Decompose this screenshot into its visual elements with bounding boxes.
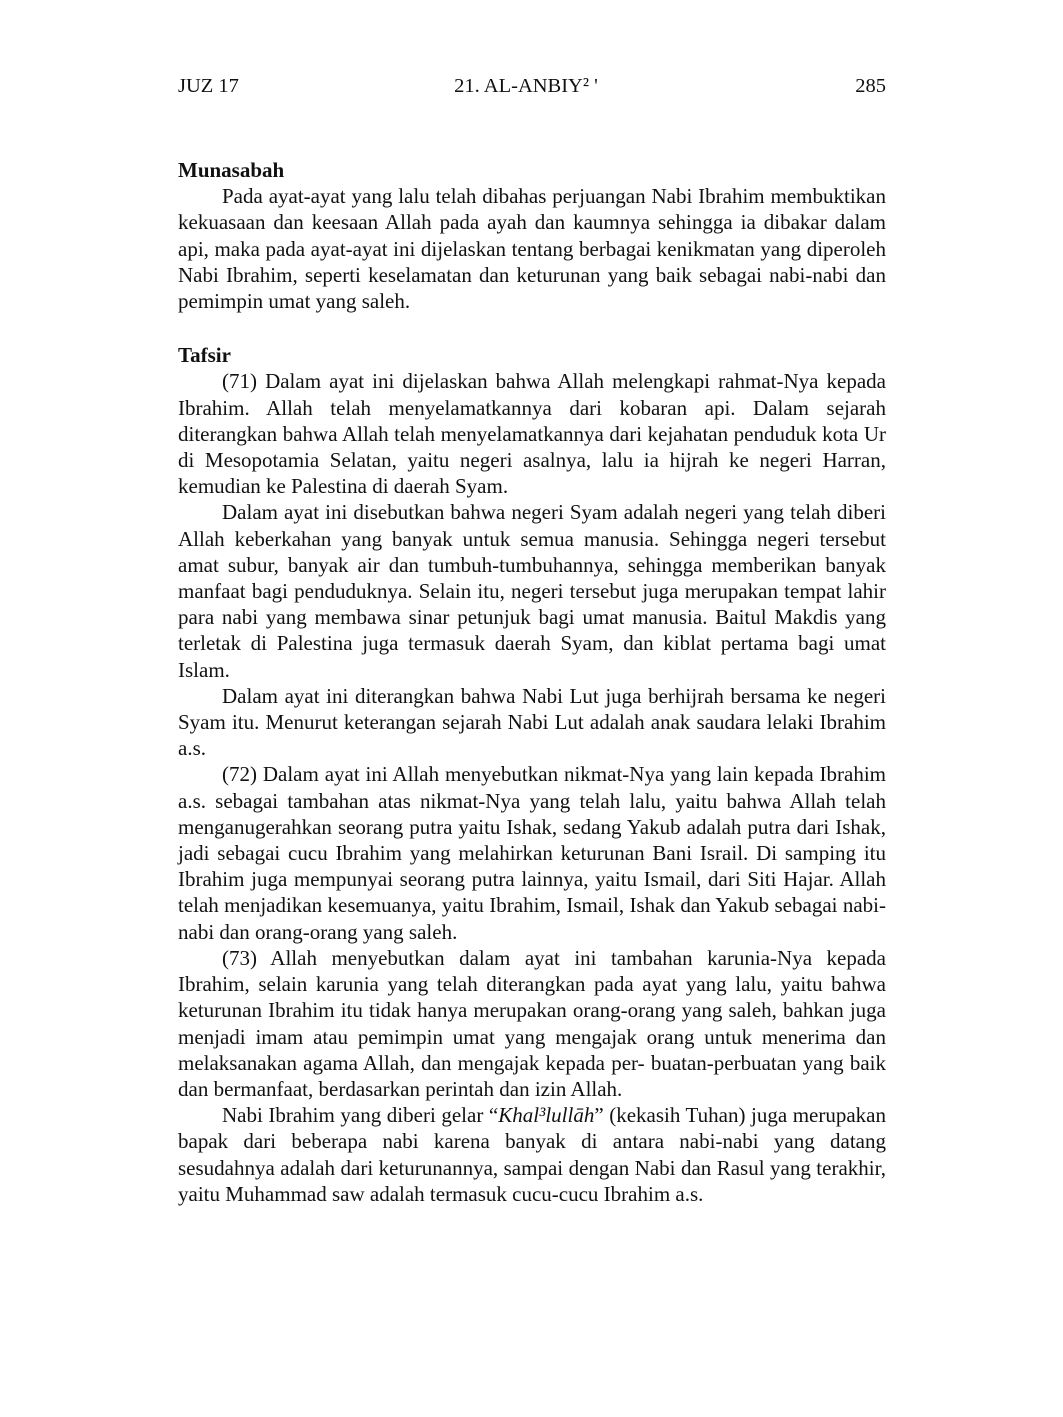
khalilullah-term: Khal³lullāh bbox=[498, 1103, 595, 1128]
tafsir-section bbox=[178, 342, 886, 1207]
running-header bbox=[178, 72, 886, 100]
tafsir-paragraph-73: (73) Allah menyebutkan dalam ayat ini tambahan karunia-Nya kepada Ibrahim, selain karunia yang telah diterangkan pada ayat yang lalu, yaitu bahwa keturunan Ibrahim itu tidak hanya merupakan orang-orang yang saleh, bahkan juga menjadi imam atau pemimpin umat yang mengajak orang untuk menerima dan melaksanakan agama Allah, dan mengajak kepada per- buatan-perbuatan yang baik dan bermanfaat, berdasarkan perintah dan izin Allah. bbox=[178, 945, 886, 1101]
page-number: 285 bbox=[855, 75, 886, 97]
tafsir-heading: Tafsir bbox=[178, 343, 231, 368]
munasabah-heading: Munasabah bbox=[178, 158, 285, 182]
tafsir-paragraph-72: (72) Dalam ayat ini Allah menyebutkan nikmat-Nya yang lain kepada Ibrahim a.s. sebagai tambahan atas nikmat-Nya yang telah lalu, yaitu bahwa Allah telah menganugerahkan seorang putra yaitu Ishak, sedang Yakub adalah putra dari Ishak, jadi sebagai cucu Ibrahim yang melahirkan keturunan Bani Israil. Di samping itu Ibrahim juga mempunyai seorang putra lainnya, yaitu Ismail, dari Siti Hajar. Allah telah menjadikan kesemuanya, yaitu Ibrahim, Ismail, Ishak dan Yakub sebagai nabi-nabi dan orang-orang yang saleh. bbox=[178, 762, 886, 944]
page-body bbox=[178, 72, 886, 1207]
munasabah-section bbox=[178, 157, 886, 314]
juz-label: JUZ 17 bbox=[178, 75, 239, 97]
tafsir-paragraph-syam: Dalam ayat ini disebutkan bahwa negeri Syam adalah negeri yang telah diberi Allah keberkahan yang banyak untuk semua manusia. Sehingga negeri tersebut amat subur, banyak air dan tumbuh-tumbuhannya, sehingga memberikan banyak manfaat bagi penduduknya. Selain itu, negeri tersebut juga merupakan tempat lahir para nabi yang membawa sinar petunjuk bagi umat manusia. Baitul Makdis yang terletak di Palestina juga termasuk daerah Syam, dan kiblat pertama bagi umat Islam. bbox=[178, 500, 886, 682]
tafsir-paragraph-khalilullah: Nabi Ibrahim yang diberi gelar “Khal³lullāh” (kekasih Tuhan) juga merupakan bapak dari beberapa nabi karena banyak di antara nabi-nabi yang datang sesudahnya adalah dari keturunannya, sampai dengan Nabi dan Rasul yang terakhir, yaitu Muhammad saw adalah termasuk cucu-cucu Ibrahim a.s. bbox=[178, 1103, 886, 1206]
tafsir-paragraph-lut: Dalam ayat ini diterangkan bahwa Nabi Lut juga berhijrah bersama ke negeri Syam itu. Menurut keterangan sejarah Nabi Lut adalah anak saudara lelaki Ibrahim a.s. bbox=[178, 683, 886, 761]
surah-title: 21. AL-ANBIY² ' bbox=[454, 75, 598, 97]
tafsir-paragraph-71: (71) Dalam ayat ini dijelaskan bahwa Allah melengkapi rahmat-Nya kepada Ibrahim. Allah telah menyelamatkannya dari kobaran api. Dalam sejarah diterangkan bahwa Allah telah menyelamatkannya dari kejahatan penduduk kota Ur di Mesopotamia Selatan, yaitu negeri asalnya, lalu ia hijrah ke negeri Harran, kemudian ke Palestina di daerah Syam. bbox=[178, 369, 886, 499]
munasabah-paragraph: Pada ayat-ayat yang lalu telah dibahas perjuangan Nabi Ibrahim membuktikan kekuasaan dan keesaan Allah pada ayah dan kaumnya sehingga ia dibakar dalam api, maka pada ayat-ayat ini dijelaskan tentang berbagai kenikmatan yang diperoleh Nabi Ibrahim, seperti keselamatan dan keturunan yang baik sebagai nabi-nabi dan pemimpin umat yang saleh. bbox=[178, 184, 886, 314]
